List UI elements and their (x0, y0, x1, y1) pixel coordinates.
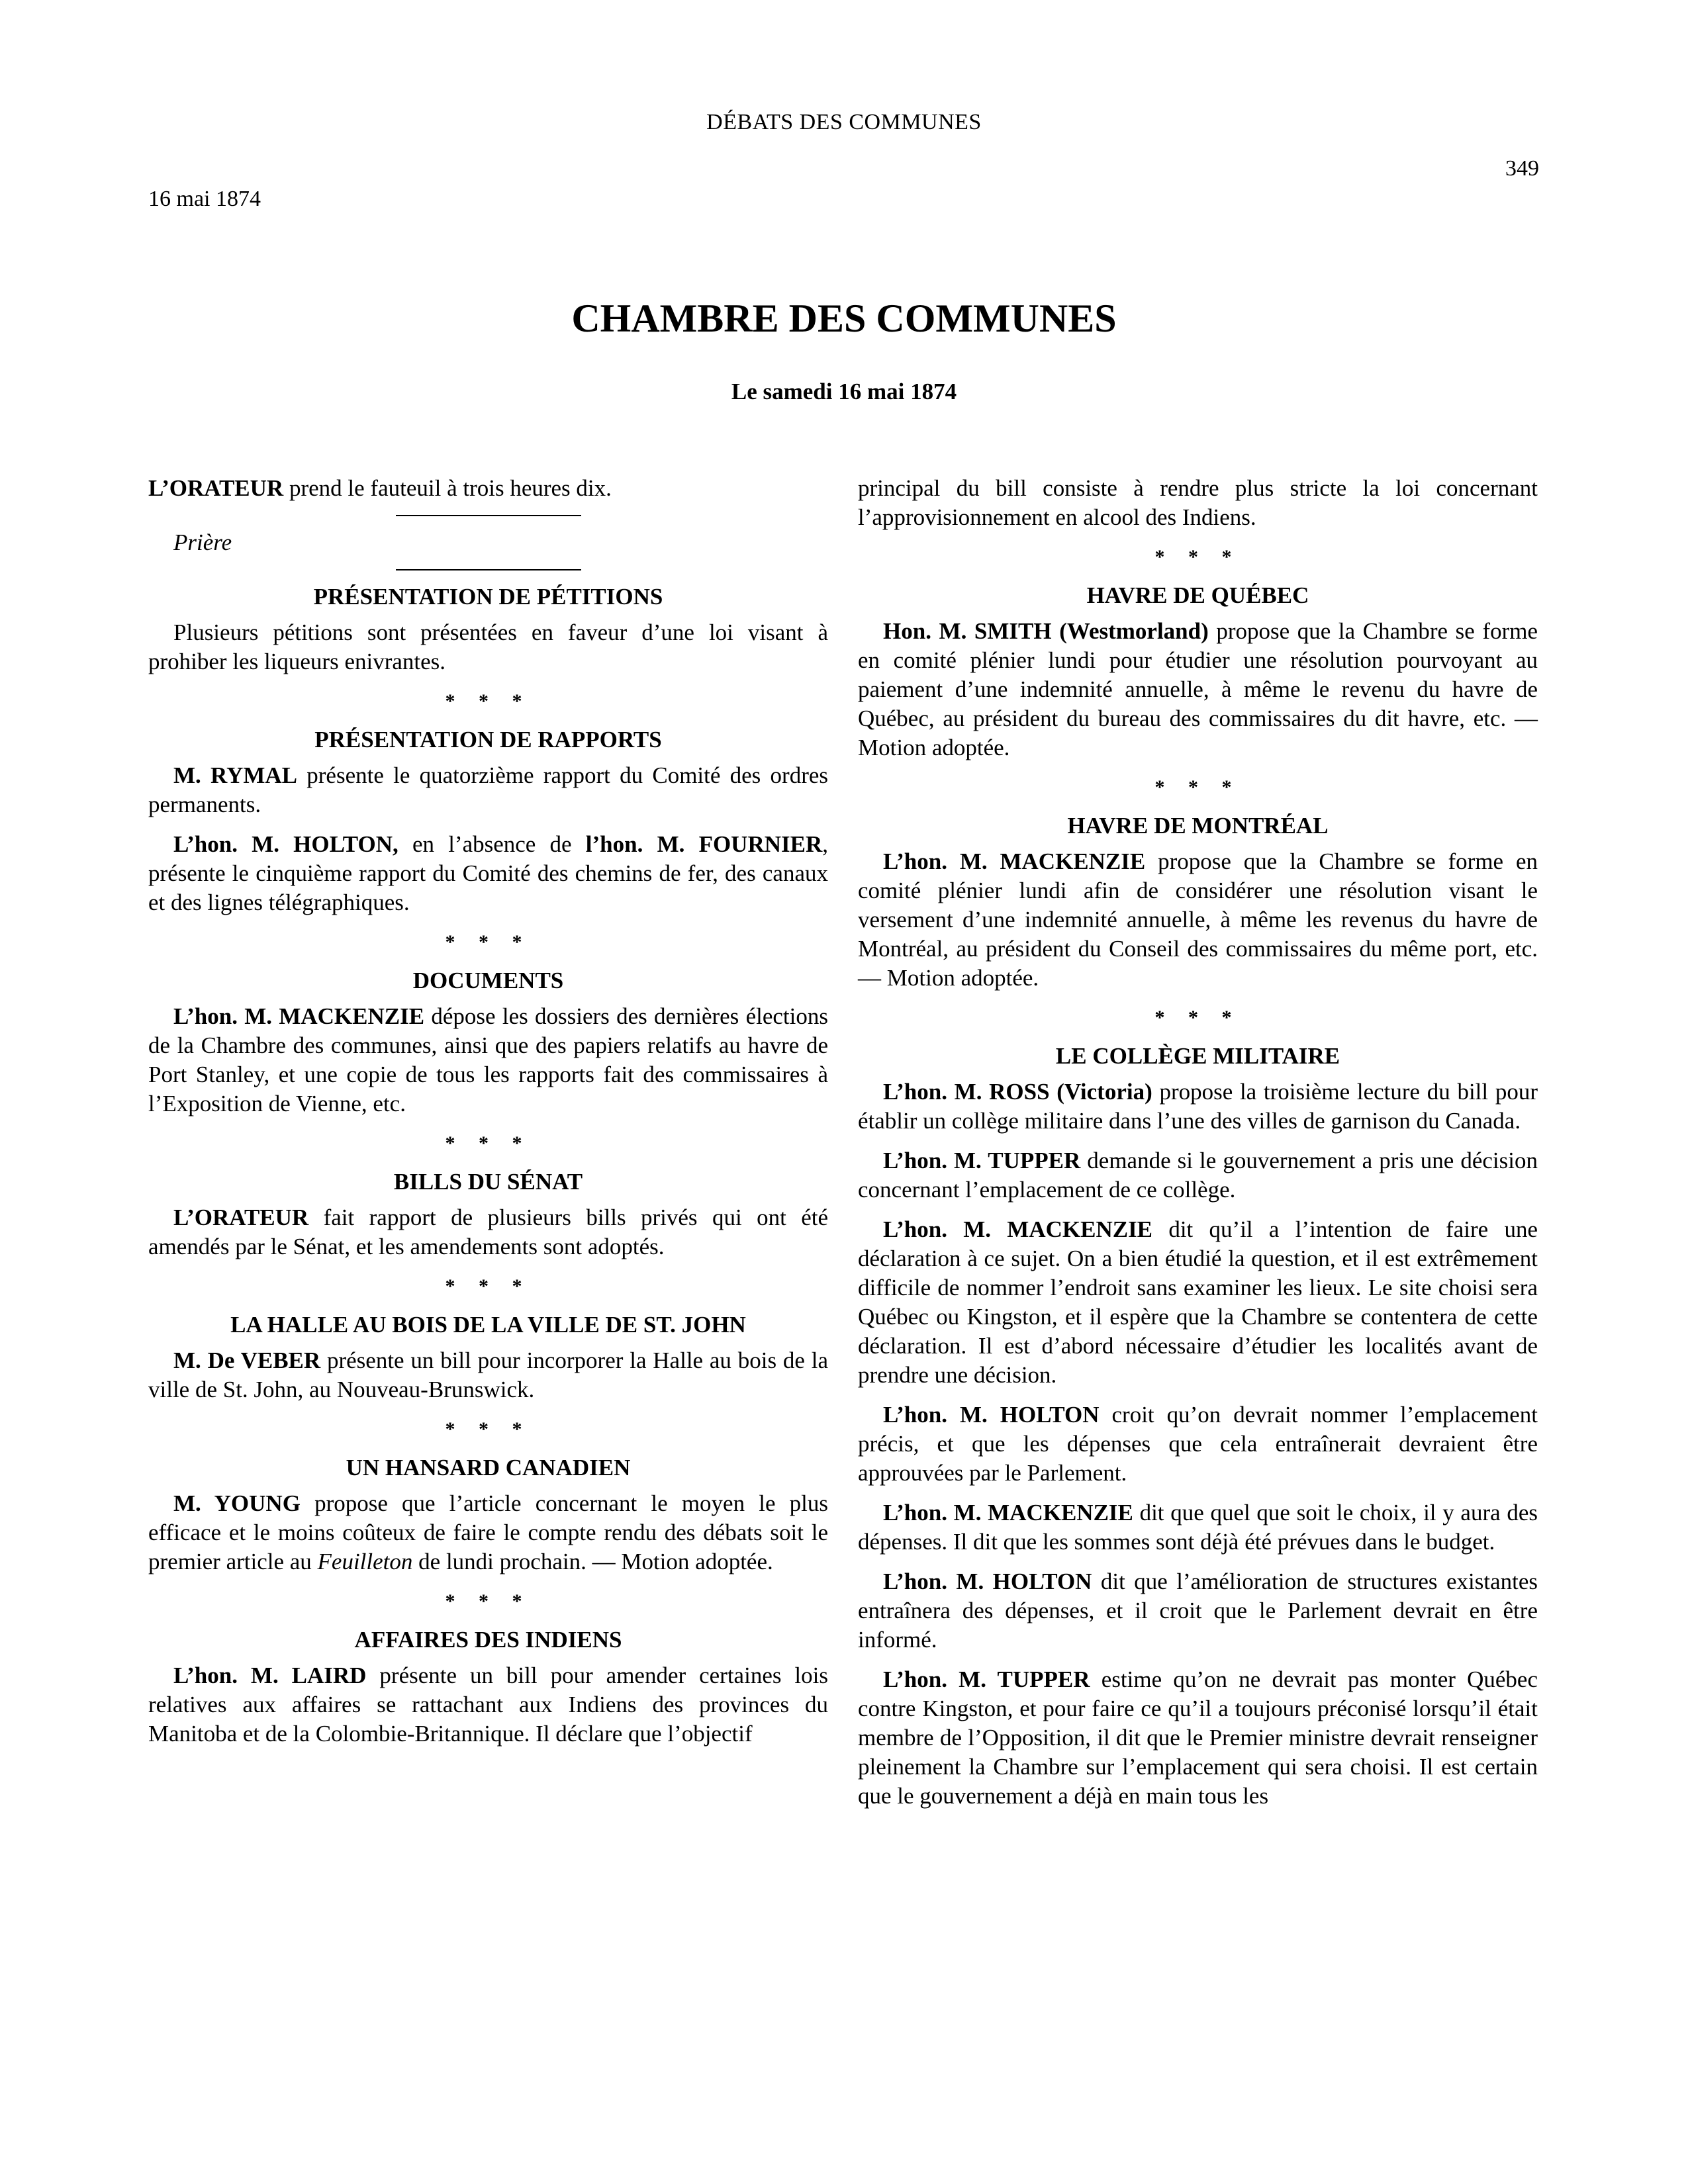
section-separator: * * * (445, 1275, 532, 1297)
speaker: L’hon. M. ROSS (Victoria) (883, 1079, 1152, 1105)
paragraph-text: en l’absence de (398, 831, 586, 857)
paragraph-petitions: Plusieurs pétitions sont présentées en faveur d’une loi visant à prohiber les liqueurs enivrantes. (148, 619, 828, 674)
paragraph-tupper-1 (858, 1146, 1538, 1205)
section-separator: * * * (445, 1590, 532, 1612)
section-separator: * * * (1154, 776, 1241, 798)
divider (396, 569, 581, 570)
paragraph-text: propose que l’article concernant le moyen le plus efficace et le moins coûteux de faire le compte rendu des débats soit le premier article au (148, 1490, 828, 1574)
paragraph-text: estime qu’on ne devrait pas monter Québec contre Kingston, et pour faire ce qu’il a toujours préconisé lorsqu’il était membre de l’Opposition, il dit que le Premier ministre devrait renseigner pleinement la Chambre sur l’emplacement qui sera choisi. Il est certain que le gouvernement a déjà en main tous les (858, 1666, 1538, 1809)
priere-heading: Prière (173, 529, 232, 555)
heading-documents: DOCUMENTS (412, 968, 564, 993)
paragraph-orateur-2 (148, 1203, 828, 1261)
paragraph-text: dit que quel que soit le choix, il y aura des dépenses. Il dit que les sommes sont déjà été prévues dans le budget. (858, 1500, 1538, 1555)
speaker: M. YOUNG (173, 1490, 301, 1516)
paragraph-holton-3 (858, 1567, 1538, 1655)
paragraph-mackenzie-2 (858, 847, 1538, 993)
paragraph-text: demande si le gouvernement a pris une décision concernant l’emplacement de ce collège. (858, 1148, 1538, 1203)
speaker: l’hon. M. FOURNIER (585, 831, 823, 857)
paragraph-text: propose que la Chambre se forme en comité plénier lundi pour étudier une résolution pourvoyant au paiement d’une indemnité annuelle, à même le revenu du havre de Québec, au président du bureau des commissaires du dit havre, etc. — Motion adoptée. (858, 618, 1538, 760)
paragraph-text: propose que la Chambre se forme en comité plénier lundi afin de considérer une résolution visant le versement d’une indemnité annuelle, à même les revenus du havre de Montréal, au président du Conseil des commissaires du même port, etc. — Motion adoptée. (858, 848, 1538, 991)
right-column (858, 474, 1538, 1821)
paragraph-mackenzie-3 (858, 1215, 1538, 1390)
paragraph-young (148, 1489, 828, 1576)
paragraph-ross (858, 1077, 1538, 1136)
paragraph-mackenzie-4 (858, 1498, 1538, 1557)
italic-term: Feuilleton (317, 1549, 413, 1574)
page-number: 349 (1505, 156, 1539, 181)
paragraph-text: présente un bill pour incorporer la Halle au bois de la ville de St. John, au Nouveau-Brunswick. (148, 1347, 828, 1402)
heading-havre-quebec: HAVRE DE QUÉBEC (1086, 582, 1309, 608)
heading-hansard: UN HANSARD CANADIEN (346, 1455, 631, 1480)
speaker: L’hon. M. MACKENZIE (883, 1216, 1153, 1242)
paragraph-text: présente le quatorzième rapport du Comité des ordres permanents. (148, 762, 829, 817)
divider (396, 515, 581, 516)
paragraph-holton-1 (148, 830, 828, 917)
speaker: L’ORATEUR (173, 1205, 309, 1230)
left-column (148, 474, 828, 1759)
paragraph-opening (148, 474, 828, 503)
paragraph-text: de lundi prochain. — Motion adoptée. (412, 1549, 773, 1574)
section-separator: * * * (1154, 546, 1241, 568)
section-separator: * * * (445, 690, 532, 712)
section-separator: * * * (445, 931, 532, 953)
speaker: L’hon. M. MACKENZIE (883, 848, 1146, 874)
speaker: L’hon. M. MACKENZIE (173, 1003, 425, 1029)
speaker: Hon. M. SMITH (Westmorland) (883, 618, 1209, 644)
speaker: M. De VEBER (173, 1347, 321, 1373)
paragraph-text: dit qu’il a l’intention de faire une déclaration à ce sujet. On a bien étudié la question, et il est extrêmement difficile de nommer l’endroit sans examiner les lieux. Le site choisi sera Québec ou Kingston, et il espère que la Chambre se contentera de cette déclaration. Il est d’abord nécessaire d’étudier les localités avant de prendre une décision. (858, 1216, 1538, 1388)
heading-havre-montreal: HAVRE DE MONTRÉAL (1067, 813, 1329, 839)
paragraph-text: présente un bill pour amender certaines lois relatives aux affaires se rattachant aux Indiens des provinces du Manitoba et de la Colombie-Britannique. Il déclare que l’objectif (148, 1662, 828, 1747)
heading-college-militaire: LE COLLÈGE MILITAIRE (1055, 1043, 1340, 1069)
speaker: L’hon. M. HOLTON (883, 1402, 1100, 1428)
speaker: L’hon. M. MACKENZIE (883, 1500, 1133, 1525)
page-date: 16 mai 1874 (148, 187, 261, 211)
running-head: DÉBATS DES COMMUNES (706, 110, 982, 134)
paragraph-continuation: principal du bill consiste à rendre plus stricte la loi concernant l’approvisionnement en alcool des Indiens. (858, 475, 1538, 530)
speaker: L’hon. M. HOLTON, (173, 831, 399, 857)
paragraph-text: dit que l’amélioration de structures existantes entraînera des dépenses, et il croit que le Parlement devrait en être informé. (858, 1569, 1538, 1653)
section-separator: * * * (1154, 1007, 1241, 1028)
paragraph-text: prend le fauteuil à trois heures dix. (283, 475, 612, 501)
paragraph-text: fait rapport de plusieurs bills privés qui ont été amendés par le Sénat, et les amendements sont adoptés. (148, 1205, 828, 1259)
speaker: L’hon. M. LAIRD (173, 1662, 367, 1688)
paragraph-rymal (148, 761, 828, 819)
speaker: M. RYMAL (173, 762, 298, 788)
heading-rapports: PRÉSENTATION DE RAPPORTS (314, 727, 662, 752)
heading-indiens: AFFAIRES DES INDIENS (354, 1627, 622, 1653)
section-separator: * * * (445, 1418, 532, 1440)
page-title: CHAMBRE DES COMMUNES (571, 296, 1117, 340)
section-separator: * * * (445, 1132, 532, 1154)
paragraph-mackenzie-1 (148, 1002, 828, 1118)
paragraph-text: croit qu’on devrait nommer l’emplacement précis, et que les dépenses que cela entraînerait devraient être approuvées par le Parlement. (858, 1402, 1538, 1486)
heading-bills-senat: BILLS DU SÉNAT (393, 1169, 583, 1195)
speaker: L’ORATEUR (148, 475, 284, 501)
speaker: L’hon. M. TUPPER (883, 1666, 1090, 1692)
paragraph-laird (148, 1661, 828, 1749)
paragraph-text: , présente le cinquième rapport du Comité des chemins de fer, des canaux et des lignes télégraphiques. (148, 831, 828, 915)
paragraph-text: propose la troisième lecture du bill pour établir un collège militaire dans l’une des villes de garnison du Canada. (858, 1079, 1538, 1134)
paragraph-deveber (148, 1346, 828, 1404)
heading-halle-au-bois: LA HALLE AU BOIS DE LA VILLE DE ST. JOHN (230, 1312, 746, 1338)
paragraph-text: dépose les dossiers des dernières élections de la Chambre des communes, ainsi que des papiers relatifs au havre de Port Stanley, et une copie de tous les rapports fait des commissaires à l’Exposition de Vienne, etc. (148, 1003, 828, 1116)
sitting-date: Le samedi 16 mai 1874 (731, 379, 957, 404)
paragraph-holton-2 (858, 1400, 1538, 1488)
paragraph-tupper-2 (858, 1665, 1538, 1811)
speaker: L’hon. M. HOLTON (883, 1569, 1092, 1594)
speaker: L’hon. M. TUPPER (883, 1148, 1081, 1173)
heading-petitions: PRÉSENTATION DE PÉTITIONS (313, 584, 663, 610)
paragraph-smith (858, 617, 1538, 762)
